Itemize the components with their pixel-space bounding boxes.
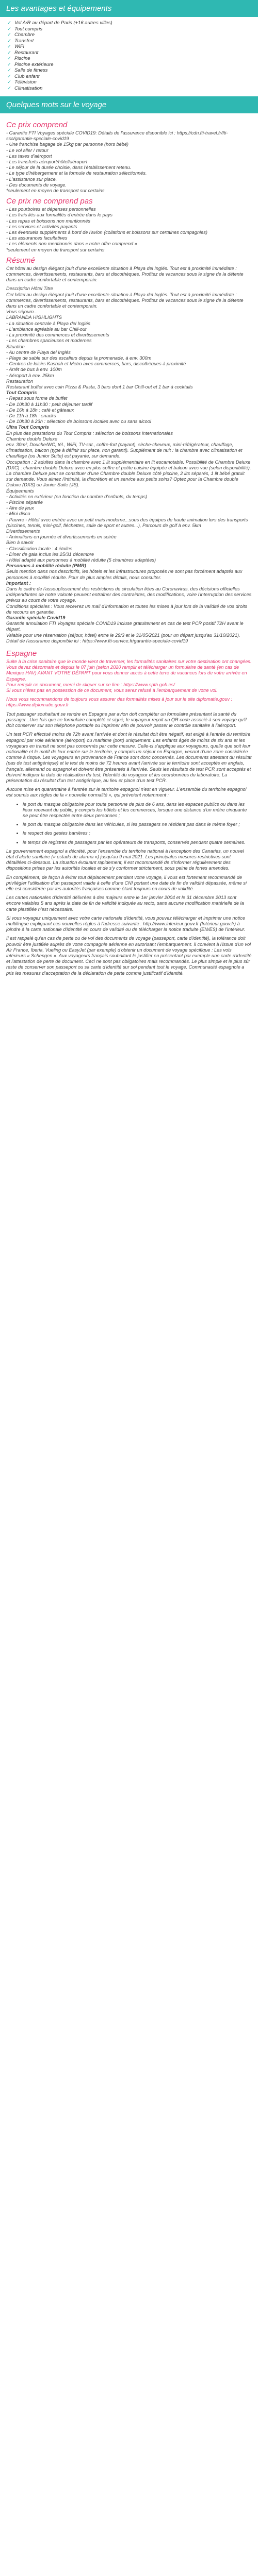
- tout-compris-line: - De 10h30 à 11h30 : petit déjeuner tardif: [6, 401, 92, 407]
- prix-compris-line: - Les taxes d'aéroport: [6, 153, 52, 159]
- prix-compris-line: *seulement en moyen de transport sur certains: [6, 188, 105, 194]
- chambres-line: - Aire de jeux: [6, 505, 34, 511]
- resume-line: - Les chambres spacieuses et modernes: [6, 338, 92, 344]
- resume-line: Restaurant buffet avec coin Pizza & Pasta, 3 bars dont 1 bar Chill-out et 1 bar à cocktails: [6, 384, 193, 389]
- ultra-text: En plus des prestations du Tout Compris : sélection de boissons internationales: [6, 430, 173, 436]
- advantage-item: ✓ Piscine extérieure: [7, 62, 258, 68]
- advantages-list: [0, 20, 258, 91]
- prix-compris-line: - Garantie FTI Voyages spéciale COVID19: Détails de l'assurance disponible ici : https://cdn.fti-travel.fr/fti-ssa/garantie-speciale-covid19: [6, 130, 228, 142]
- resume-line: - La situation centrale à Playa del Inglés: [6, 320, 90, 326]
- resume-line: LABRANDA HIGHLIGHTS: [6, 315, 62, 320]
- prix-compris-line: - Des documents de voyage.: [6, 182, 67, 188]
- resume-text: Cet hôtel au design élégant jouit d'une excellente situation à Playa del Inglés. Tout est à proximité immédiate : commerces, divertissements, restaurants, bars et discothèques. Profitez de vacances sous le signe de la détente dans un cadre confortable et contemporain.: [6, 265, 244, 283]
- important-label: Important :: [6, 580, 31, 586]
- resume-line: - Arrêt de bus à env. 100m: [6, 367, 62, 372]
- prix-compris-line: - Une franchise bagage de 15kg par personne (hors bébé): [6, 142, 128, 147]
- advantage-item: ✓ Piscine: [7, 56, 258, 62]
- advantage-item: ✓ Climatisation: [7, 86, 258, 92]
- prix-compris-line: - Le vol aller / retour: [6, 147, 49, 153]
- resume-line: Restauration: [6, 378, 34, 384]
- advantage-item: ✓ Vol A/R au départ de Paris (+16 autres villes): [7, 20, 258, 26]
- espagne-paragraph: Le gouvernement espagnol a décrété, pour l'ensemble du territoire national à l'exception des Canaries, un nouvel état d'alerte sanitaire (« estado de alarma ») jusqu'au 9 mai 2021. Les principales mesures restrictives sont détaillées ci-dessous. La situation évoluant rapidement, il est recommandé de s'informer régulièrement des dispositions prises par les autorités locales et de s'y conformer strictement, sous peine de fortes amendes.: [6, 848, 244, 871]
- prix-compris-line: - L'assistance sur place.: [6, 176, 57, 182]
- prix-non-line: - Les frais liés aux formalités d'entrée dans le pays: [6, 212, 113, 218]
- prix-non-line: *seulement en moyen de transport sur certains: [6, 247, 105, 252]
- prix-compris-line: - Le séjour de la durée choisie, dans l'établissement retenu.: [6, 165, 132, 171]
- resume-line: Cet hôtel au design élégant jouit d'une excellente situation à Playa del Inglés. Tout est à proximité immédiate : commerces, divertissements, restaurants, bars et discothèques. Profitez de vacances sous le signe de la détente dans un cadre confortable et contemporain.: [6, 292, 244, 309]
- espagne-paragraph: Aucune mise en quarantaine à l'entrée sur le territoire espagnol n'est en vigueur. L'ensemble du territoire espagnol est soumis aux règles de la « nouvelle normalité », qui prévoient notamment :: [6, 787, 247, 798]
- advantage-item: ✓ Restaurant: [7, 50, 258, 56]
- resume-line: Vous séjourn...: [6, 309, 38, 315]
- chambres-line: - Activités en extérieur (en fonction du nombre d'enfants, du temps): [6, 494, 148, 499]
- espagne-paragraph: Les cartes nationales d'identité délivrées à des majeurs entre le 1er janvier 2004 et le 31 décembre 2013 sont encore valables 5 ans après la date de fin de validité indiquée au recto, sans aucune modification matérielle de la carte plastifiée n'est nécessaire.: [6, 895, 244, 912]
- chambres-line: - Animations en journée et divertissements en soirée: [6, 534, 117, 540]
- resume-line: - La proximité des commerces et divertissements: [6, 332, 109, 338]
- advantages-banner: [0, 0, 258, 17]
- advantages-title: Les avantages et équipements: [6, 4, 112, 13]
- resume-heading: Résumé: [6, 256, 35, 265]
- espagne-recommendation: Nous vous recommandons de toujours vous assurer des formalités mises à jour sur le site diplomatie.gouv : https://www.diplomatie.gouv.fr: [6, 697, 233, 708]
- resume-line: - Plage de sable sur des escaliers depuis la promenade, à env. 300m: [6, 355, 152, 361]
- espagne-bullet: • le port du masque obligatoire pour toute personne de plus de 6 ans, dans les espaces publics ou dans les lieux recevant du public, y compris les hôtels et les commerces, lorsque une distance d'un mètre cinquante ne peut être respectée entre deux personnes ;: [23, 802, 252, 819]
- espagne-paragraph: Tout passager souhaitant se rendre en Espagne par avion doit compléter un formulaire présentant la santé du passager...Une fois que ce formulaire complété et signé, le voyageur reçoit un QR code associé à son voyage qu'il doit conserver sur son téléphone portable ou imprimer afin de pouvoir passer le contrôle sanitaire à l'aéroport.: [6, 711, 247, 728]
- prix-non-line: - Les éventuels suppléments à bord de l'avion (collations et boissons sur certaines compagnies): [6, 230, 207, 235]
- resume-line: - Centres de loisirs Kasbah et Metro avec commerces, bars, discothèques à proximité: [6, 361, 186, 367]
- chambres-line: Chambre double Deluxe: [6, 436, 58, 442]
- prix-compris-heading: Ce prix comprend: [6, 121, 68, 129]
- espagne-bullets: [6, 802, 252, 845]
- espagne-bullet: • le respect des gestes barrières ;: [23, 831, 252, 836]
- info-banner: [0, 96, 258, 113]
- resume-line: - Au centre de Playa del Inglés: [6, 349, 71, 355]
- pmr-text: Seuls mention dans nos descriptifs, les hôtels et les infrastructures proposés ne sont pas forcément adaptés aux personnes à mobilité réduite. Pour de plus amples détails, nous consulter.: [6, 569, 243, 580]
- chambres-line: - Pauvre - Hôtel avec entrée avec un petit mais moderne...sous des équipes de haute animation lors des transports (piscines, tennis, mini-golf, fléchettes, salle de sport et autres...), Parcours de golf à env. 5km: [6, 517, 248, 528]
- chambres-line: - Piscine séparée: [6, 499, 43, 505]
- prix-non-line: - Les repas et boissons non mentionnés: [6, 218, 90, 224]
- chambres-line: - Dîner de gala inclus les 25/31 décembre: [6, 551, 94, 557]
- prix-non-compris-heading: Ce prix ne comprend pas: [6, 197, 93, 206]
- espagne-intro: Suite à la crise sanitaire que le monde vient de traverser, les formalités sanitaires sur votre destination ont changées. Vous devez désormais et depuis le 07 juin (selon 2020 remplir et télécharger un formulaire de santé (en cas de Mexique HAV) AVANT VOTRE DÉPART pour vous donner accès à cette terre de vacances lors de votre arrivée en Espagne. Pour remplir ce document, merci de cliquer sur ce lien : https://www.spth.gob.es/ Si vous n'êtes pas en possession de ce document, vous serez refusé à l'embarquement de votre vol.: [6, 659, 252, 693]
- advantage-item: ✓ Transfert: [7, 38, 258, 44]
- garantie-text: Garantie annulation FTI Voyages spéciale COVID19 incluse gratuitement en cas de test PCR positif 72H avant le départ.: [6, 621, 244, 632]
- espagne-paragraph: Si vous voyagez uniquement avec votre carte nationale d'identité, vous pouvez télécharger et imprimer une notice multilingue expliquant ces nouvelles règles à l'adresse suivante : http://www.interieur.gouv.fr (Intérieur.gouv.fr) à joindre à la carte nationale d'identité en cours de validité ou de télécharger la notice traduite (EN/ES) de l'intérieur.: [6, 915, 246, 933]
- tout-compris-line: - De 10h30 à 23h : sélection de boissons locales avec ou sans alcool: [6, 419, 151, 425]
- garantie-label: Garantie spéciale Covid19: [6, 615, 66, 621]
- espagne-paragraph: En complément, de façon à éviter tout déplacement pendant votre voyage, il vous est fortement recommandé de privilégier l'utilisation d'un passeport valide à celle d'une CNI portant une date de fin de validité dépassée, même si elle est considérée par les autorités françaises comme étant toujours en cours de validité.: [6, 874, 247, 891]
- garantie-validity: Valable pour une réservation (séjour, hôtel) entre le 29/3 et le 31/05/2021 (pour un départ jusqu'au 31/10/2021).: [6, 632, 240, 638]
- chambres-line: Bien à savoir: [6, 540, 34, 546]
- garantie-detail[interactable]: Détail de l'assurance disponible ici : https://www.fti-service.fr/garantie-speciale-covid19: [6, 638, 188, 643]
- pmr-label: Personnes à mobilité réduite (PMR): [6, 563, 86, 569]
- espagne-bullet: • le port du masque obligatoire dans les véhicules, si les passagers ne résident pas dans le même foyer ;: [23, 822, 252, 827]
- tout-compris-line: - Repas sous forme de buffet: [6, 396, 68, 401]
- advantage-item: ✓ Télévision: [7, 79, 258, 86]
- chambres-line: env. 30m², Douche/WC, tél., WiFi, TV-sat., coffre-fort (payant), sèche-cheveux, mini-réfrigérateur, chauffage, climatisation, balcon (type à définir sur place, non garanti). Supplément de nuit : la chambre avec climatisation et chauffage (ou Junior Suite) est payante, sur demande.: [6, 442, 243, 459]
- espagne-paragraph: Un test PCR effectué moins de 72h avant l'arrivée et dont le résultat doit être négatif, est exigé à l'entrée du territoire espagnol par voie aérienne (aéroport) ou maritime (port) uniquement. Les enfants âgés de moins de six ans et les voyageurs en transit ne sont pas concernés par cette mesure. Celle-ci s'applique aux voyageurs, quelle que soit leur nationalité et le motif de leur entrée sur le territoire, y compris un séjour en Espagne, venant d'une zone considérée comme à risque. Les voyageurs en provenance de France sont donc concernés. Les documents attestant du résultat (pas de test antigénique) et le test de moins de 72 heures avant l'arrivée sur le territoire sont acceptés en anglais, français, allemand ou espagnol et doivent être présentés à l'arrivée. Seuls les résultats de test PCR sont acceptés et doivent indiquer la date de réalisation du test, l'identité du voyageur et les coordonnées du laboratoire. La présentation du résultat d'un test antigénique, au lieu et place d'un test PCR.: [6, 732, 252, 783]
- resume-line: - L'ambiance agréable au bar Chill-out: [6, 326, 87, 332]
- info-section: [0, 113, 258, 976]
- espagne-bullet: • le temps de registres de passagers par les opérateurs de transports, conservés pendant quatre semaines.: [23, 840, 252, 845]
- important-text: Dans le cadre de l'assouplissement des restrictions de circulation liées au Coronavirus, des décisions officielles indépendantes de notre volonté peuvent entraîner des contraintes, des modifications, voire l'interruption des services prévus au cours de votre voyage.: [6, 586, 252, 603]
- prix-non-line: - Les assurances facultatives: [6, 235, 68, 241]
- espagne-heading: Espagne: [6, 649, 37, 658]
- tout-compris-line: - De 16h à 18h : café et gâteaux: [6, 407, 74, 413]
- conditions-text: Conditions spéciales : Vous recevrez un mail d'information et toutes les mises à jour lors de la validité de vos droits de recours en garantie.: [6, 603, 248, 615]
- prix-non-line: - Les services et activités payants: [6, 224, 77, 229]
- prix-non-line: - Les pourboires et dépenses personnelles: [6, 207, 96, 212]
- chambres-line: - Classification locale : 4 étoiles: [6, 546, 73, 551]
- prix-compris-line: - Les transferts aéroport/hôtel/aéroport: [6, 159, 88, 165]
- prix-non-line: - Les éléments non mentionnés dans « notre offre comprend »: [6, 241, 137, 247]
- advantage-item: ✓ Club enfant: [7, 74, 258, 80]
- prix-compris-line: - Le type d'hébergement et la formule de restauration sélectionnés.: [6, 171, 147, 176]
- advantage-item: ✓ WiFi: [7, 44, 258, 50]
- espagne-paragraph: Il est rappelé qu'en cas de perte ou de vol des documents de voyage (passeport, carte d'identité), la tolérance doit pouvoir être justifiée auprès de votre compagnie aérienne en autorisant l'embarquement. Il convient à l'issue d'un vol Air France, Iberia, Vueling ou EasyJet (par exemple) d'obtenir un document de voyage spécifique : Les vols intérieurs « Schengen ». Aux voyageurs français souhaitant le justifier en présentant par exemple une carte d'identité et l'attestation de perte de document. Ceci ne sont pas obligatoires mais recommandés. Le plus simple et le plus sûr reste de conserver son passeport ou sa carte d'identité sur soi pendant tout le voyage. Communauté espagnole a pris les mesures d'acceptation de la déclaration de perte comme justificatif d'identité.: [6, 936, 252, 976]
- advantage-item: ✓ Chambre: [7, 32, 258, 38]
- resume-line: Description Hôtel Titre: [6, 286, 53, 292]
- chambres-line: Occupation : 2 adultes dans la chambre avec 1 lit supplémentaire en lit escamotable. Possibilité de Chambre Deluxe (DXC) : chambre double Deluxe avec en plus coffre et petite cuisine équipée et balcon avec vue (selon disponibilité). La chambre Deluxe peut se constituer d'une Chambre double Deluxe côté piscine, 2 lits séparés, 1 lit bébé gratuit sur demande. Vous aimez l'intimité, la discrétion et un service aux petits soins? Optez pour la Chambre double Deluxe (DXS) ou Junior Suite (JS).: [6, 459, 251, 488]
- info-title: Quelques mots sur le voyage: [6, 100, 107, 109]
- chambres-line: Équipements: [6, 488, 34, 494]
- chambres-line: - Hôtel adapté aux personnes à mobilité réduite (5 chambres adaptées): [6, 557, 156, 563]
- resume-line: Situation: [6, 344, 25, 349]
- chambres-line: - Mini disco: [6, 511, 30, 517]
- tout-compris-label: Tout Compris: [6, 390, 37, 396]
- advantage-item: ✓ Salle de fitness: [7, 67, 258, 74]
- advantage-item: ✓ Tout compris: [7, 26, 258, 32]
- chambres-line: Divertissements: [6, 529, 40, 534]
- ultra-label: Ultra Tout Compris: [6, 425, 49, 430]
- tout-compris-line: - De 11h à 18h : snacks: [6, 413, 56, 418]
- resume-line: - Aéroport à env. 25km: [6, 372, 54, 378]
